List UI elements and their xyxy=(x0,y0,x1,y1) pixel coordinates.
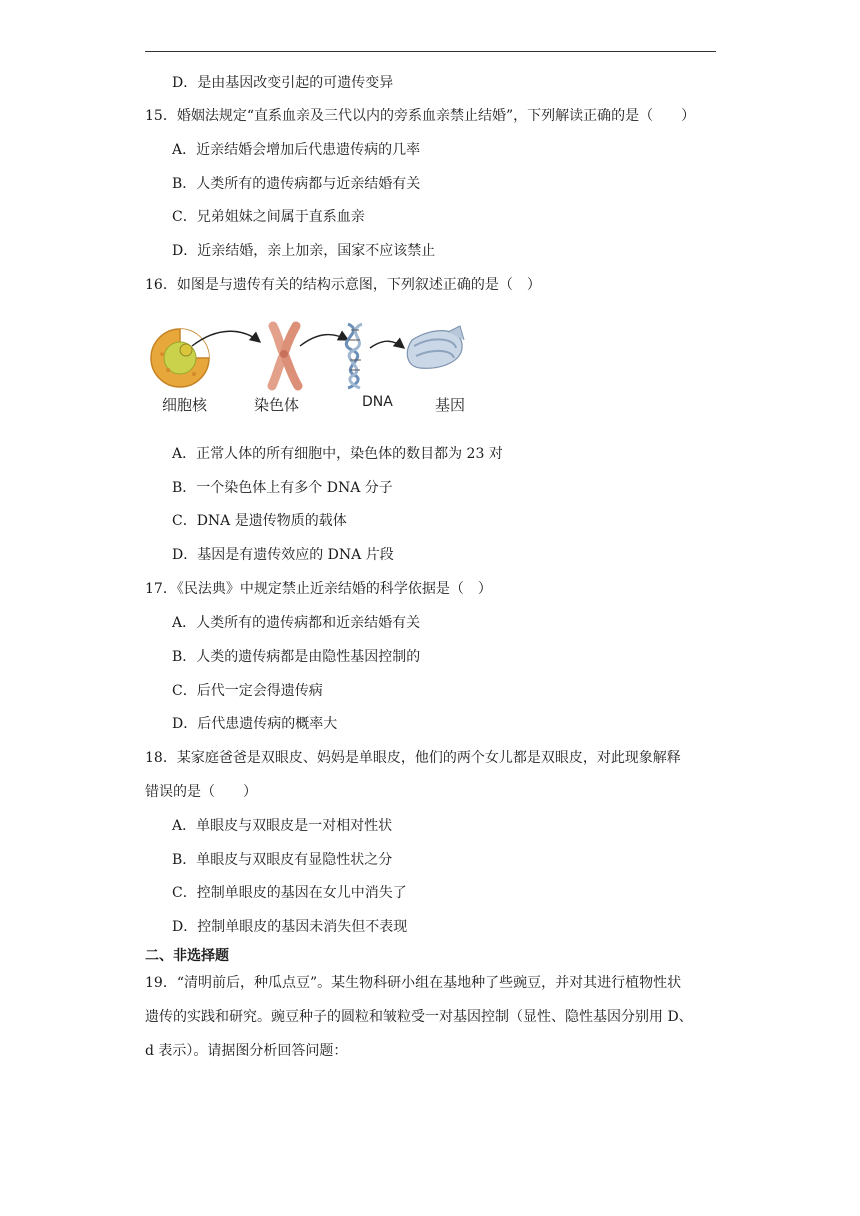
q16-option-a: A．正常人体的所有细胞中，染色体的数目都为 23 对 xyxy=(172,446,503,462)
q15-option-d: D．近亲结婚，亲上加亲，国家不应该禁止 xyxy=(172,243,436,259)
arrow-2 xyxy=(300,335,348,346)
gene-ribbon-illustration xyxy=(407,326,464,368)
q17-option-c: C．后代一定会得遗传病 xyxy=(172,683,323,699)
figure-illustration xyxy=(148,318,488,393)
q18-stem-line-2: 错误的是（ ） xyxy=(145,784,257,800)
q19-line-2: 遗传的实践和研究。豌豆种子的圆粒和皱粒受一对基因控制（显性、隐性基因分别用 D、 xyxy=(145,1009,693,1025)
figure-label-nucleus: 细胞核 xyxy=(162,396,208,414)
q15-option-c: C．兄弟姐妹之间属于直系血亲 xyxy=(172,209,365,225)
q17-option-a: A．人类所有的遗传病都和近亲结婚有关 xyxy=(172,615,421,631)
figure-label-gene: 基因 xyxy=(435,396,466,414)
q19-line-3: d 表示）。请据图分析回答问题： xyxy=(145,1043,348,1059)
q15-option-b: B．人类所有的遗传病都与近亲结婚有关 xyxy=(172,176,421,192)
q18-stem-line-1: 18．某家庭爸爸是双眼皮、妈妈是单眼皮，他们的两个女儿都是双眼皮，对此现象解释 xyxy=(145,750,681,766)
q18-option-b: B．单眼皮与双眼皮有显隐性状之分 xyxy=(172,852,393,868)
q17-option-b: B．人类的遗传病都是由隐性基因控制的 xyxy=(172,649,421,665)
dna-helix-illustration xyxy=(346,324,362,388)
q16-option-c: C．DNA 是遗传物质的载体 xyxy=(172,513,347,529)
header-rule xyxy=(145,51,716,52)
q16-stem: 16．如图是与遗传有关的结构示意图，下列叙述正确的是（ ） xyxy=(145,277,541,293)
q15-stem: 15．婚姻法规定“直系血亲及三代以内的旁系血亲禁止结婚”，下列解读正确的是（ ） xyxy=(145,108,696,124)
q17-option-d: D．后代患遗传病的概率大 xyxy=(172,716,338,732)
chromosome-illustration xyxy=(272,326,298,386)
q16-option-d: D．基因是有遗传效应的 DNA 片段 xyxy=(172,547,394,563)
section-heading: 二、非选择题 xyxy=(145,948,229,964)
q18-option-a: A．单眼皮与双眼皮是一对相对性状 xyxy=(172,818,393,834)
cell-nucleus-illustration xyxy=(151,329,209,387)
heredity-structure-figure xyxy=(148,318,488,418)
q14-option-d: D．是由基因改变引起的可遗传变异 xyxy=(172,75,394,91)
q17-stem: 17．《民法典》中规定禁止近亲结婚的科学依据是（ ） xyxy=(145,581,492,597)
figure-label-dna: DNA xyxy=(362,394,393,410)
q15-option-a: A．近亲结婚会增加后代患遗传病的几率 xyxy=(172,142,421,158)
q19-line-1: 19．“清明前后，种瓜点豆”。某生物科研小组在基地种了些豌豆，并对其进行植物性状 xyxy=(145,975,682,991)
arrow-3 xyxy=(370,341,404,348)
q18-option-c: C．控制单眼皮的基因在女儿中消失了 xyxy=(172,885,407,901)
figure-label-chromosome: 染色体 xyxy=(254,396,300,414)
q16-option-b: B．一个染色体上有多个 DNA 分子 xyxy=(172,480,393,496)
q18-option-d: D．控制单眼皮的基因未消失但不表现 xyxy=(172,919,408,935)
